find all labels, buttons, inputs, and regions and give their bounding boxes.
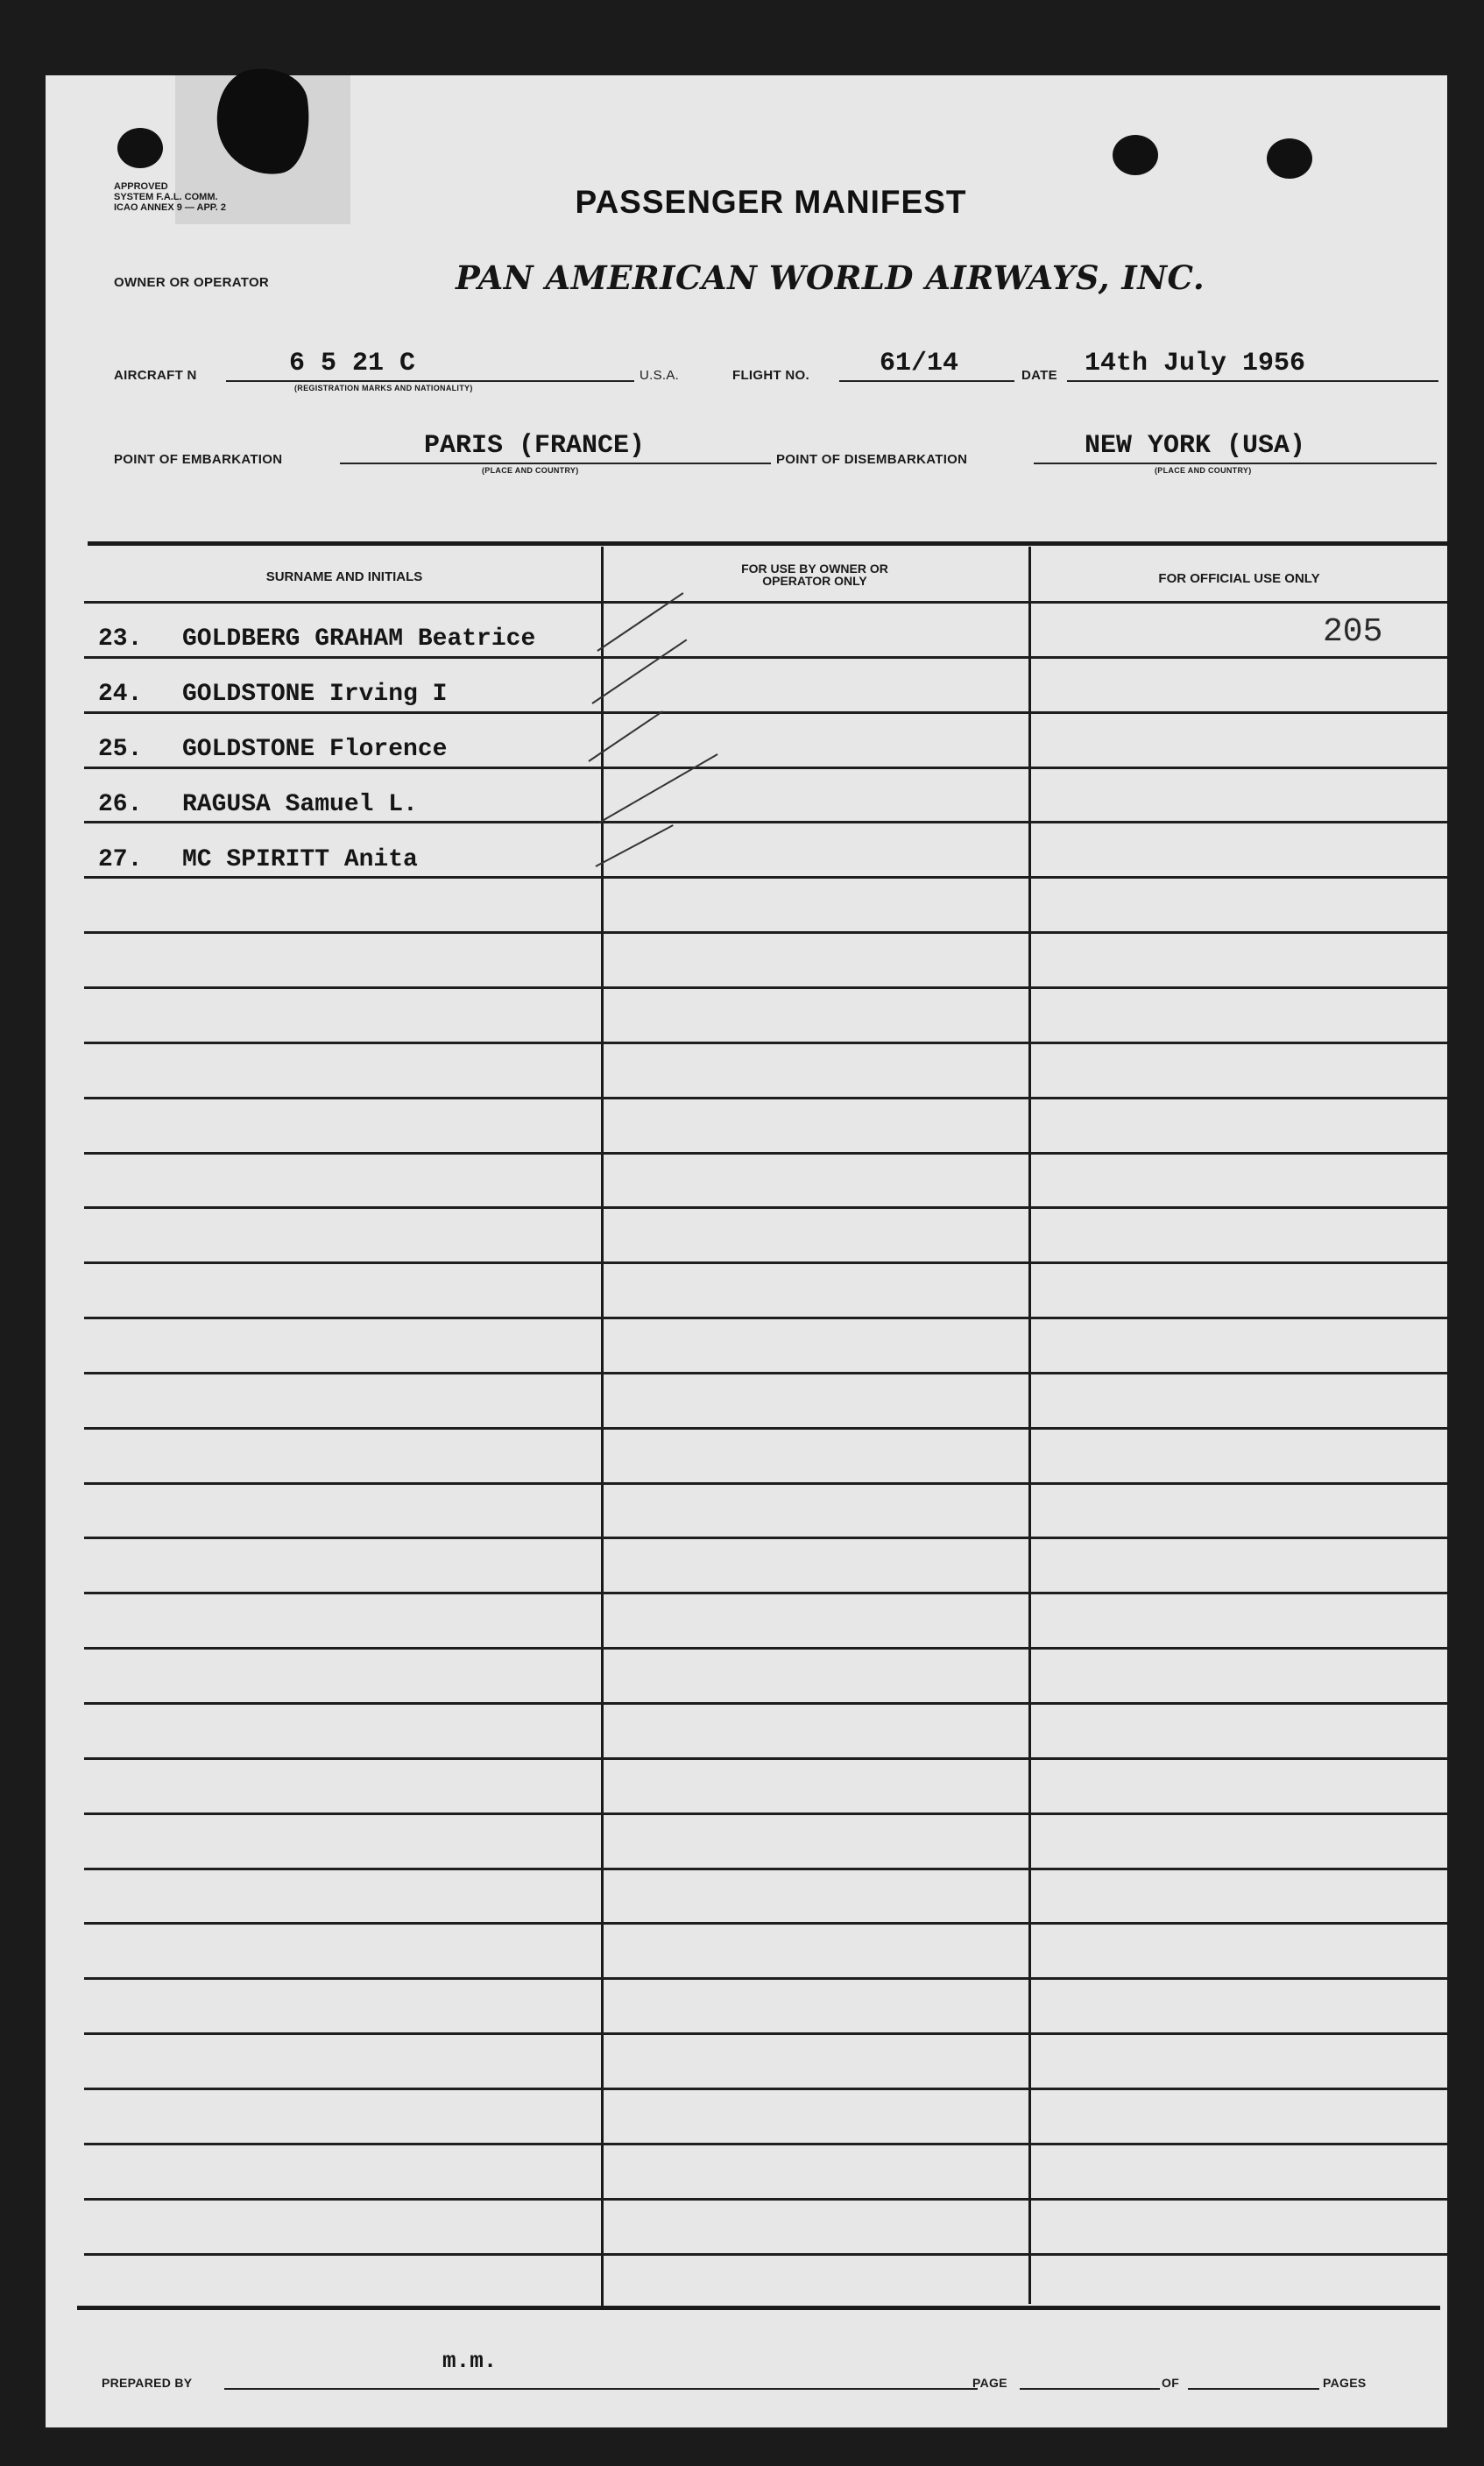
punch-hole-left xyxy=(117,128,163,168)
punch-hole-right xyxy=(1267,138,1312,179)
table-bottom-rule xyxy=(77,2306,1440,2310)
punch-hole-center xyxy=(1113,135,1158,175)
prepared-by-initials: m.m. xyxy=(442,2348,498,2374)
flight-date: 14th July 1956 xyxy=(1085,349,1306,378)
ruled-line xyxy=(84,1977,1447,1980)
ruled-line xyxy=(84,1206,1447,1209)
operator-name: PAN AMERICAN WORLD AIRWAYS, INC. xyxy=(456,258,1205,297)
embarkation-label: POINT OF EMBARKATION xyxy=(114,452,283,467)
prepared-by-label: PREPARED BY xyxy=(102,2376,193,2390)
page-title: PASSENGER MANIFEST xyxy=(575,184,967,220)
ruled-line xyxy=(84,1427,1447,1430)
disembarkation-point: NEW YORK (USA) xyxy=(1085,431,1306,461)
approval-line-3: ICAO ANNEX 9 — APP. 2 xyxy=(114,202,226,213)
country-label: U.S.A. xyxy=(640,368,680,383)
column-header-operator: FOR USE BY OWNER OR OPERATOR ONLY xyxy=(741,562,888,588)
aircraft-label: AIRCRAFT N xyxy=(114,368,197,383)
owner-label: OWNER OR OPERATOR xyxy=(114,275,270,290)
table-top-rule xyxy=(88,541,1447,546)
page-label: PAGE xyxy=(972,2376,1007,2390)
row-number: 24. xyxy=(98,681,143,708)
pages-label: PAGES xyxy=(1323,2376,1367,2390)
ruled-line xyxy=(84,2253,1447,2256)
ruled-line xyxy=(84,1647,1447,1650)
passenger-name: GOLDSTONE Irving I xyxy=(182,681,448,708)
ruled-line xyxy=(84,1812,1447,1815)
row-number: 25. xyxy=(98,736,143,763)
passenger-row xyxy=(98,625,535,661)
row-number: 27. xyxy=(98,846,143,873)
column-header-surname: SURNAME AND INITIALS xyxy=(265,569,423,584)
ruled-line xyxy=(84,1261,1447,1264)
aircraft-registration: 6 5 21 C xyxy=(289,349,416,378)
ruled-line xyxy=(84,1868,1447,1870)
ruled-line xyxy=(84,1702,1447,1705)
date-label: DATE xyxy=(1021,368,1057,383)
ruled-line xyxy=(84,1922,1447,1925)
ruled-line xyxy=(84,1757,1447,1760)
disembarkation-sublabel: (PLACE AND COUNTRY) xyxy=(1155,466,1252,475)
manifest-page xyxy=(46,75,1447,2427)
ruled-line xyxy=(84,2198,1447,2201)
disembarkation-label: POINT OF DISEMBARKATION xyxy=(776,452,968,467)
passenger-name: GOLDBERG GRAHAM Beatrice xyxy=(182,625,536,653)
column-header-official: FOR OFFICIAL USE ONLY xyxy=(1158,571,1320,586)
ruled-line xyxy=(84,1592,1447,1594)
flight-number: 61/14 xyxy=(880,349,959,378)
passenger-row xyxy=(98,791,418,826)
ruled-line xyxy=(84,1097,1447,1099)
ruled-line xyxy=(84,1372,1447,1374)
embarkation-sublabel: (PLACE AND COUNTRY) xyxy=(482,466,579,475)
passenger-row xyxy=(98,681,447,716)
column-divider-2 xyxy=(1028,547,1031,2304)
official-note: 205 xyxy=(1323,613,1383,651)
ruled-line xyxy=(84,601,1447,604)
row-number: 23. xyxy=(98,625,143,653)
ruled-line xyxy=(84,1042,1447,1044)
ruled-line xyxy=(84,2032,1447,2035)
aircraft-sublabel: (REGISTRATION MARKS AND NATIONALITY) xyxy=(294,384,473,392)
of-label: OF xyxy=(1162,2376,1180,2390)
ruled-line xyxy=(84,986,1447,989)
approval-line-2: SYSTEM F.A.L. COMM. xyxy=(114,192,218,202)
flight-label: FLIGHT NO. xyxy=(732,368,809,383)
ruled-line xyxy=(84,931,1447,934)
row-number: 26. xyxy=(98,791,143,818)
passenger-row xyxy=(98,846,418,881)
ruled-line xyxy=(84,1537,1447,1539)
passenger-name: GOLDSTONE Florence xyxy=(182,736,448,763)
ruled-line xyxy=(84,2088,1447,2090)
ruled-line xyxy=(84,1317,1447,1319)
ruled-line xyxy=(84,2143,1447,2145)
embarkation-point: PARIS (FRANCE) xyxy=(424,431,646,461)
passenger-name: MC SPIRITT Anita xyxy=(182,846,418,873)
ruled-line xyxy=(84,1482,1447,1485)
passenger-row xyxy=(98,736,447,771)
ruled-line xyxy=(84,1152,1447,1155)
approval-line-1: APPROVED xyxy=(114,181,168,192)
passenger-name: RAGUSA Samuel L. xyxy=(182,791,418,818)
